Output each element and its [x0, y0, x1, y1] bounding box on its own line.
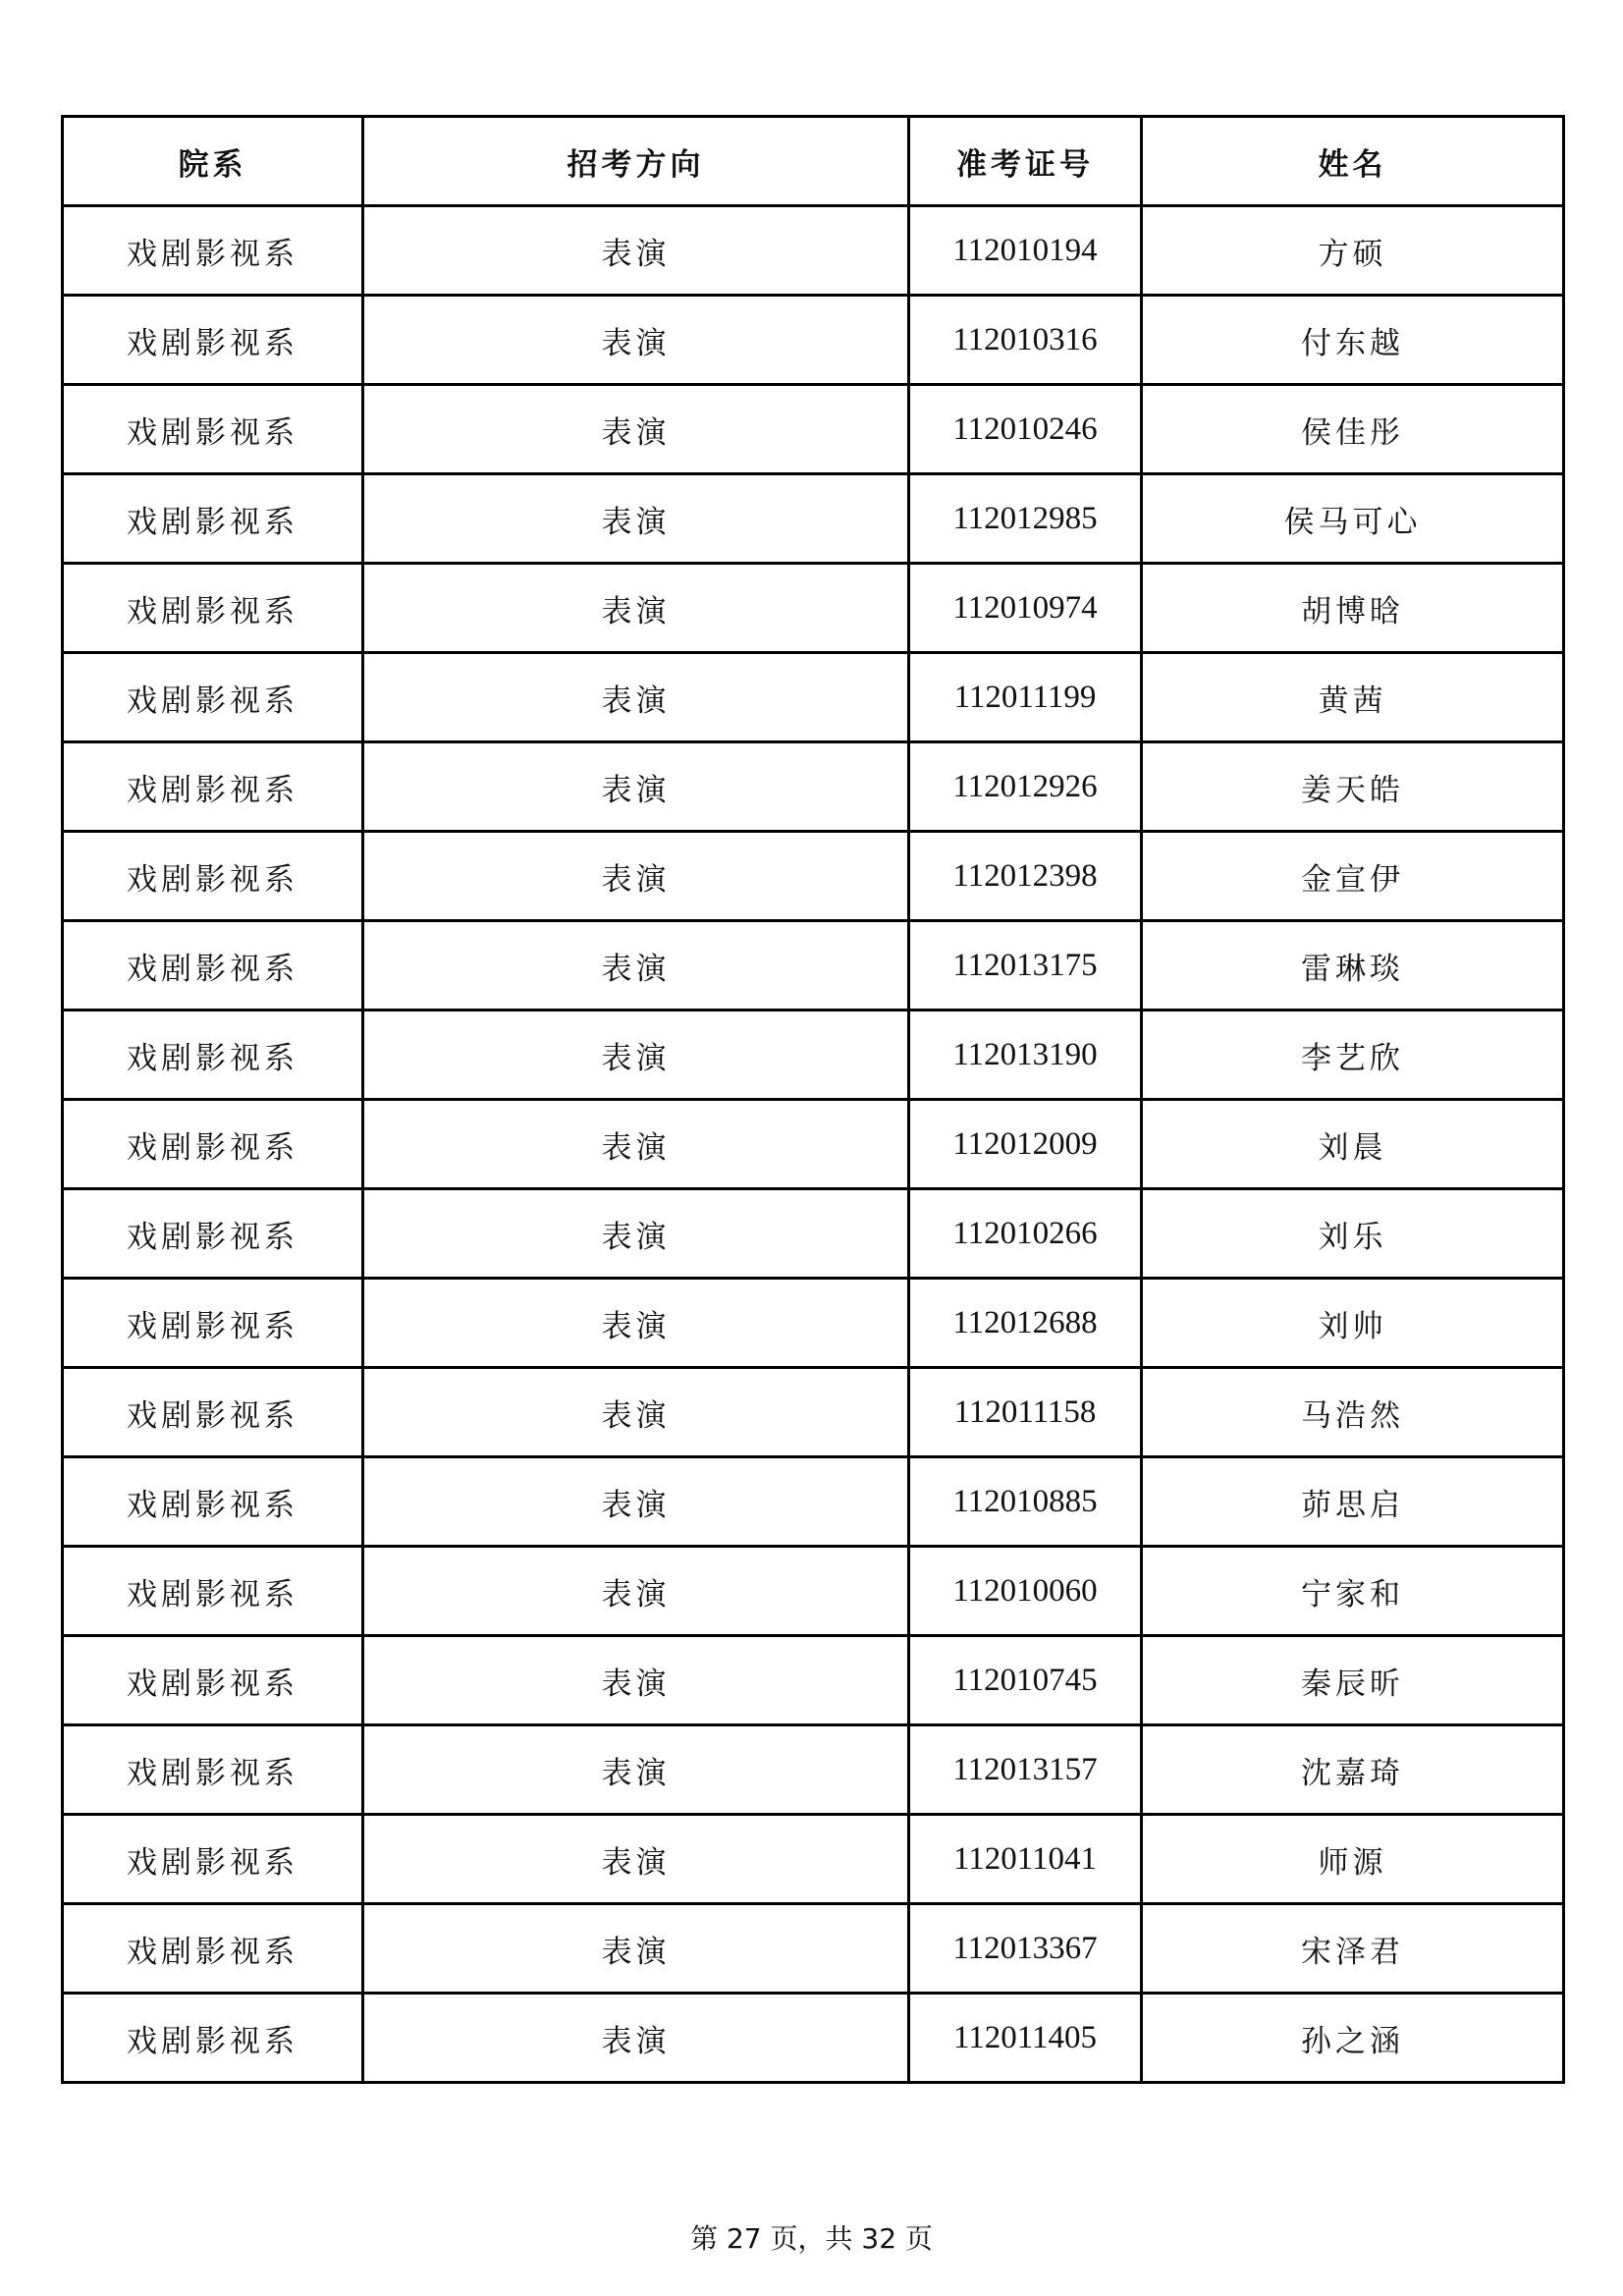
- cell-name: 侯马可心: [1142, 474, 1564, 564]
- cell-department: 戏剧影视系: [63, 206, 363, 296]
- table-body: [63, 206, 1564, 2083]
- cell-department: 戏剧影视系: [63, 1189, 363, 1279]
- cell-name: 沈嘉琦: [1142, 1725, 1564, 1815]
- cell-department: 戏剧影视系: [63, 1725, 363, 1815]
- cell-department: 戏剧影视系: [63, 832, 363, 921]
- cell-direction: 表演: [363, 653, 909, 742]
- cell-direction: 表演: [363, 1189, 909, 1279]
- table-row: [63, 296, 1564, 385]
- cell-exam-id: 112010885: [909, 1457, 1142, 1547]
- page-number-footer: 第 27 页，共 32 页: [690, 2222, 933, 2255]
- cell-department: 戏剧影视系: [63, 1547, 363, 1636]
- cell-exam-id: 112010194: [909, 206, 1142, 296]
- cell-name: 宋泽君: [1142, 1904, 1564, 1994]
- cell-name: 方硕: [1142, 206, 1564, 296]
- cell-exam-id: 112013190: [909, 1011, 1142, 1100]
- cell-department: 戏剧影视系: [63, 1636, 363, 1725]
- cell-exam-id: 112010745: [909, 1636, 1142, 1725]
- cell-exam-id: 112013157: [909, 1725, 1142, 1815]
- table-row: [63, 206, 1564, 296]
- cell-name: 付东越: [1142, 296, 1564, 385]
- cell-exam-id: 112011041: [909, 1815, 1142, 1904]
- table-row: [63, 1279, 1564, 1368]
- cell-exam-id: 112012688: [909, 1279, 1142, 1368]
- cell-direction: 表演: [363, 832, 909, 921]
- cell-name: 秦辰昕: [1142, 1636, 1564, 1725]
- cell-department: 戏剧影视系: [63, 474, 363, 564]
- header-direction: 招考方向: [363, 117, 909, 206]
- cell-department: 戏剧影视系: [63, 1815, 363, 1904]
- cell-department: 戏剧影视系: [63, 921, 363, 1011]
- admission-roster-table: [61, 115, 1565, 2084]
- cell-department: 戏剧影视系: [63, 1994, 363, 2083]
- cell-exam-id: 112010266: [909, 1189, 1142, 1279]
- cell-exam-id: 112012985: [909, 474, 1142, 564]
- cell-direction: 表演: [363, 296, 909, 385]
- cell-direction: 表演: [363, 1279, 909, 1368]
- cell-name: 姜天皓: [1142, 742, 1564, 832]
- table-row: [63, 1815, 1564, 1904]
- cell-name: 马浩然: [1142, 1368, 1564, 1457]
- table-row: [63, 474, 1564, 564]
- cell-direction: 表演: [363, 385, 909, 474]
- cell-department: 戏剧影视系: [63, 1368, 363, 1457]
- cell-name: 茆思启: [1142, 1457, 1564, 1547]
- cell-exam-id: 112010060: [909, 1547, 1142, 1636]
- cell-exam-id: 112012926: [909, 742, 1142, 832]
- cell-direction: 表演: [363, 1368, 909, 1457]
- cell-department: 戏剧影视系: [63, 742, 363, 832]
- table-row: [63, 1011, 1564, 1100]
- cell-department: 戏剧影视系: [63, 564, 363, 653]
- table-row: [63, 1189, 1564, 1279]
- table-row: [63, 564, 1564, 653]
- cell-direction: 表演: [363, 1725, 909, 1815]
- table-row: [63, 1725, 1564, 1815]
- cell-direction: 表演: [363, 1636, 909, 1725]
- cell-direction: 表演: [363, 1011, 909, 1100]
- cell-name: 孙之涵: [1142, 1994, 1564, 2083]
- cell-exam-id: 112013175: [909, 921, 1142, 1011]
- cell-direction: 表演: [363, 1815, 909, 1904]
- cell-exam-id: 112013367: [909, 1904, 1142, 1994]
- cell-direction: 表演: [363, 1547, 909, 1636]
- cell-direction: 表演: [363, 742, 909, 832]
- cell-name: 刘帅: [1142, 1279, 1564, 1368]
- table-header-row: [63, 117, 1564, 206]
- cell-exam-id: 112012398: [909, 832, 1142, 921]
- cell-direction: 表演: [363, 564, 909, 653]
- header-name: 姓名: [1142, 117, 1564, 206]
- table-row: [63, 921, 1564, 1011]
- table-row: [63, 385, 1564, 474]
- cell-name: 侯佳彤: [1142, 385, 1564, 474]
- table-row: [63, 1457, 1564, 1547]
- cell-department: 戏剧影视系: [63, 1011, 363, 1100]
- table-row: [63, 1994, 1564, 2083]
- cell-department: 戏剧影视系: [63, 385, 363, 474]
- cell-direction: 表演: [363, 1904, 909, 1994]
- table-row: [63, 742, 1564, 832]
- cell-name: 金宣伊: [1142, 832, 1564, 921]
- cell-name: 胡博晗: [1142, 564, 1564, 653]
- cell-name: 师源: [1142, 1815, 1564, 1904]
- cell-exam-id: 112011158: [909, 1368, 1142, 1457]
- table-row: [63, 832, 1564, 921]
- cell-direction: 表演: [363, 921, 909, 1011]
- cell-name: 黄茜: [1142, 653, 1564, 742]
- cell-department: 戏剧影视系: [63, 1457, 363, 1547]
- cell-exam-id: 112010246: [909, 385, 1142, 474]
- cell-direction: 表演: [363, 1994, 909, 2083]
- table-row: [63, 1904, 1564, 1994]
- cell-department: 戏剧影视系: [63, 1100, 363, 1189]
- cell-department: 戏剧影视系: [63, 1279, 363, 1368]
- table-row: [63, 1547, 1564, 1636]
- cell-direction: 表演: [363, 1100, 909, 1189]
- cell-name: 李艺欣: [1142, 1011, 1564, 1100]
- cell-name: 雷琳琰: [1142, 921, 1564, 1011]
- cell-exam-id: 112011199: [909, 653, 1142, 742]
- cell-exam-id: 112010316: [909, 296, 1142, 385]
- cell-name: 刘晨: [1142, 1100, 1564, 1189]
- header-exam-id: 准考证号: [909, 117, 1142, 206]
- header-department: 院系: [63, 117, 363, 206]
- cell-department: 戏剧影视系: [63, 1904, 363, 1994]
- cell-direction: 表演: [363, 1457, 909, 1547]
- table-row: [63, 1368, 1564, 1457]
- cell-direction: 表演: [363, 206, 909, 296]
- table-row: [63, 653, 1564, 742]
- cell-exam-id: 112011405: [909, 1994, 1142, 2083]
- cell-department: 戏剧影视系: [63, 653, 363, 742]
- cell-name: 刘乐: [1142, 1189, 1564, 1279]
- cell-exam-id: 112012009: [909, 1100, 1142, 1189]
- cell-exam-id: 112010974: [909, 564, 1142, 653]
- table-row: [63, 1100, 1564, 1189]
- table-row: [63, 1636, 1564, 1725]
- cell-direction: 表演: [363, 474, 909, 564]
- cell-department: 戏剧影视系: [63, 296, 363, 385]
- cell-name: 宁家和: [1142, 1547, 1564, 1636]
